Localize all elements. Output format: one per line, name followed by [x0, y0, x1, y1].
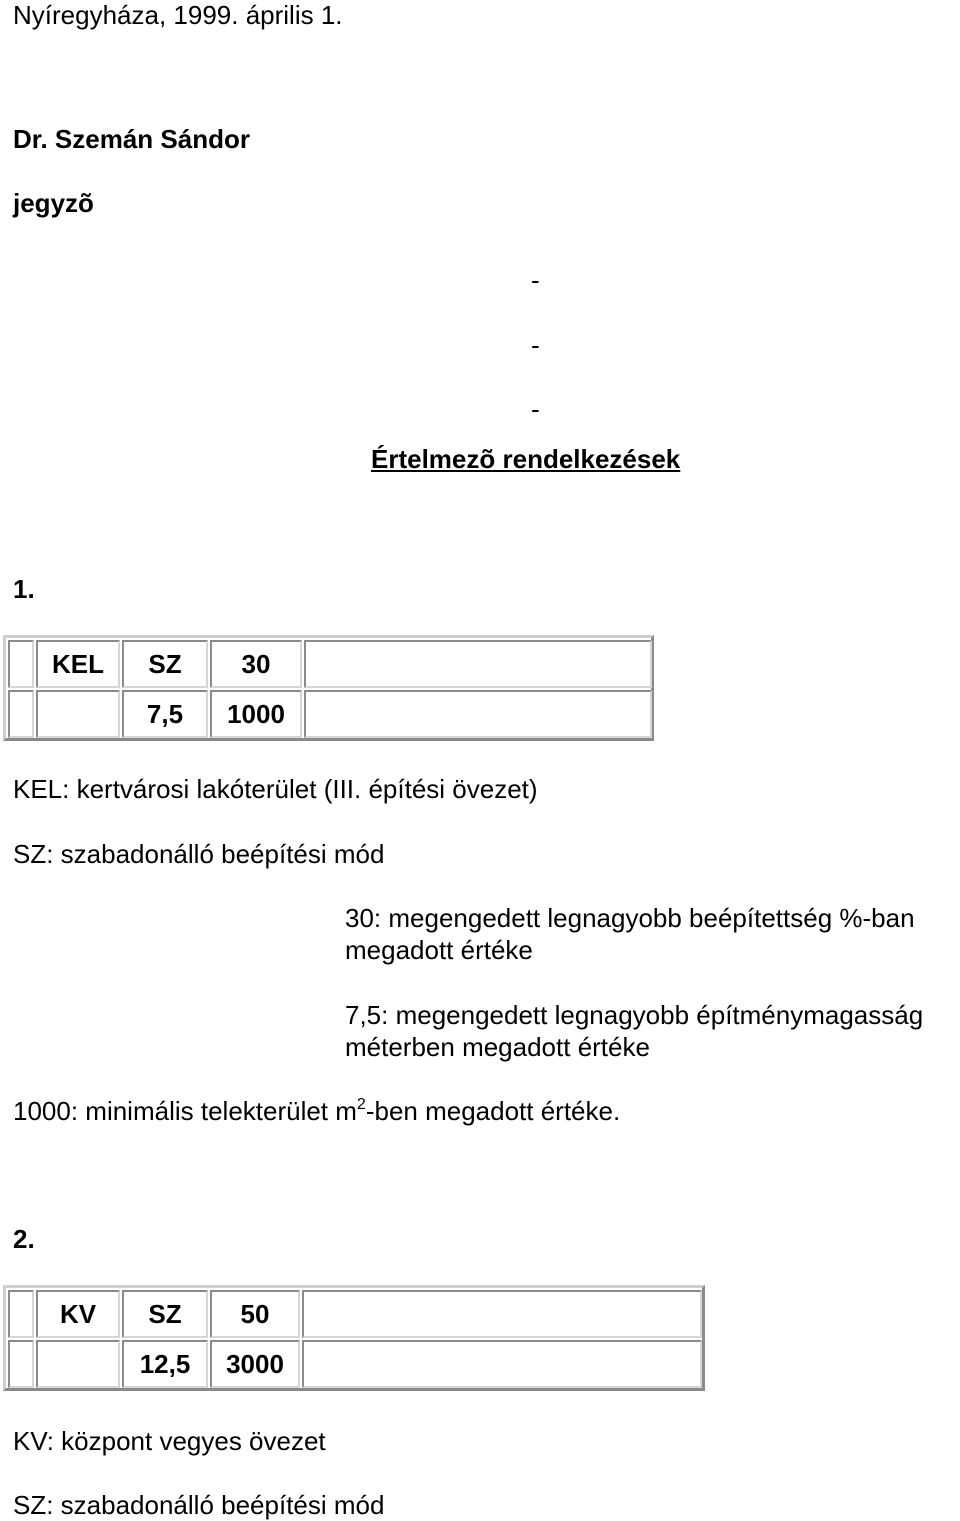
definition-kv: KV: központ vegyes övezet [13, 1426, 326, 1456]
signatory-title: jegyzõ [13, 188, 94, 218]
table-cell [8, 690, 34, 738]
item-number: 1. [13, 574, 35, 604]
building-mode-cell: SZ [122, 640, 208, 688]
dash-line: - [531, 330, 540, 360]
min-plot-area-cell: 3000 [210, 1340, 300, 1388]
definition-30-line2: megadott értéke [345, 935, 533, 965]
dash-line: - [531, 394, 540, 424]
table-cell [8, 1340, 34, 1388]
definition-sz: SZ: szabadonálló beépítési mód [13, 1490, 385, 1520]
definition-1000 [13, 1096, 620, 1126]
definition-75-line2: méterben megadott értéke [345, 1032, 650, 1062]
zone-code-table [3, 1285, 705, 1391]
building-mode-cell: SZ [122, 1290, 208, 1338]
dash-line: - [531, 265, 540, 295]
zone-type-cell: KEL [36, 640, 120, 688]
table-cell [36, 690, 120, 738]
definition-kel: KEL: kertvárosi lakóterület (III. építési övezet) [13, 774, 538, 804]
signatory-name: Dr. Szemán Sándor [13, 124, 250, 154]
table-cell [302, 1290, 702, 1338]
table-cell [304, 690, 652, 738]
definition-30-line1: 30: megengedett legnagyobb beépítettség %-ban [345, 903, 915, 933]
table-cell [304, 640, 652, 688]
table-cell [302, 1340, 702, 1388]
min-plot-area-cell: 1000 [210, 690, 302, 738]
section-title: Értelmezõ rendelkezések [371, 444, 681, 474]
definition-1000-text: 1000: minimális telekterület m [13, 1096, 357, 1126]
place-date: Nyíregyháza, 1999. április 1. [13, 0, 343, 30]
building-height-cell: 7,5 [122, 690, 208, 738]
zone-type-cell: KV [36, 1290, 120, 1338]
table-cell [36, 1340, 120, 1388]
item-number: 2. [13, 1224, 35, 1254]
building-height-cell: 12,5 [122, 1340, 208, 1388]
definition-1000-suffix: -ben megadott értéke. [365, 1096, 621, 1126]
table-cell [8, 640, 34, 688]
definition-75-line1: 7,5: megengedett legnagyobb építménymagasság [345, 1000, 924, 1030]
table-cell [8, 1290, 34, 1338]
coverage-cell: 50 [210, 1290, 300, 1338]
superscript-2: 2 [356, 1096, 366, 1113]
definition-sz: SZ: szabadonálló beépítési mód [13, 839, 385, 869]
zone-code-table [3, 635, 654, 741]
coverage-cell: 30 [210, 640, 302, 688]
